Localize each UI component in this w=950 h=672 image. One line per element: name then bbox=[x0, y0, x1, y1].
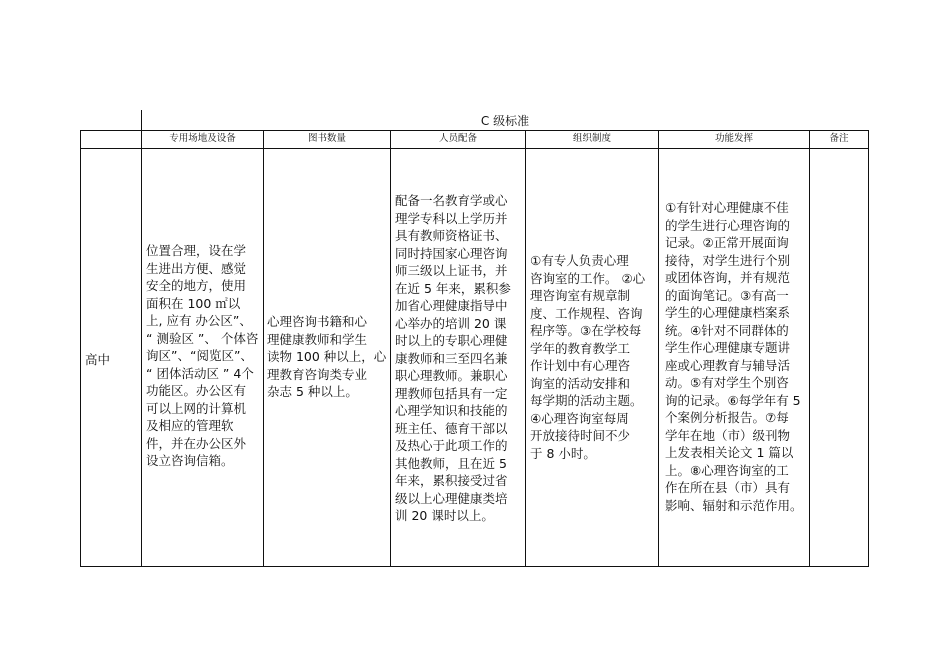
rule-right bbox=[868, 130, 869, 567]
cell-function: ①有针对心理健康不佳 的学生进行心理咨询的 记录。②正常开展面询 接待，对学生进行个别 或团体咨询，并有规范 的面询笔记。③有高一 学生的心理健康档案系 统。④针对不同群体的 学生作心理健康专题讲 座或心理教育与辅导活 动。⑤有对学生个别咨 询的记录。⑥每学年有 5 个案例分析报告。⑦每 学年在地（市）级刊物 上发表相关论文 1 篇以 上。⑧心理咨询室的工 作在所在县（市）具有 影响、辐射和示范作用。 bbox=[665, 200, 803, 513]
cell-venue: 位置合理，设在学 生进出方便、感觉 安全的地方，使用 面积在 100 ㎡以 上, 应有 办公区”、 “ 测验区 ”、 个体咨 询区”、“阅览区”、 “ 团体活动区 ” 4个 功能区。办公区有 可以上网的计算机 及相应的管理软 件，并在办公区外 设立咨询信箱。 bbox=[146, 243, 259, 468]
header-remarks: 备注 bbox=[829, 133, 849, 144]
rule-left bbox=[80, 130, 81, 567]
standards-table bbox=[80, 110, 869, 567]
cell-books: 心理咨询书籍和心 理健康教师和学生 读物 100 种以上，心 理教育咨询类专业 杂志 5 种以上。 bbox=[267, 314, 387, 399]
cell-organization: ①有专人负责心理 咨询室的工作。 ②心 理咨询室有规章制 度、工作规程、咨询 程序等。③在学校每 学年的教育教学工 作计划中有心理咨 询室的活动安排和 每学期的活动主题。 ④心理咨询室每周 开放接待时间不少 于 8 小时。 bbox=[530, 253, 646, 461]
row-label: 高中 bbox=[85, 352, 111, 367]
cell-staffing: 配备一名教育学或心 理学专科以上学历并 具有教师资格证书、 同时持国家心理咨询 师三级以上证书，并 在近 5 年来，累积参 加省心理健康指导中 心举办的培训 20 课 时以上的专职心理健 康教师和三至四名兼 职心理教师。兼职心 理教师包括具有一定 心理学知识和技能的 班主任、德育干部以 及热心于此项工作的 其他教师，且在近 5 年来，累积接受过省 级以上心理健康类培 训 20 课时以上。 bbox=[395, 193, 511, 523]
rule-label-col bbox=[141, 110, 142, 567]
header-organization: 组织制度 bbox=[572, 133, 611, 144]
header-function: 功能发挥 bbox=[714, 133, 753, 144]
header-books: 图书数量 bbox=[307, 133, 346, 144]
header-venue: 专用场地及设备 bbox=[169, 133, 236, 144]
rule-table-bottom bbox=[80, 566, 869, 567]
header-staffing: 人员配备 bbox=[438, 133, 477, 144]
table-title: C 级标准 bbox=[480, 114, 530, 128]
rule-header-bottom bbox=[80, 148, 869, 149]
